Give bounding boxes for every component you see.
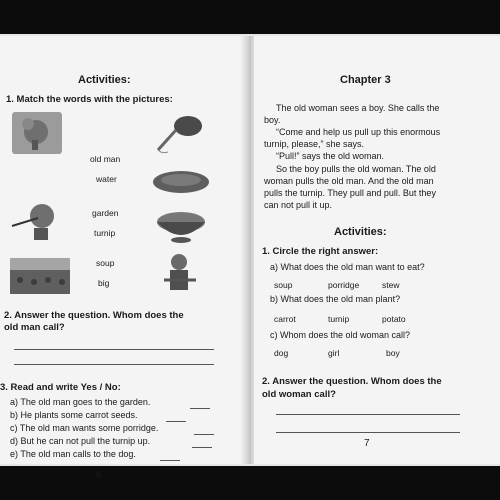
story-line-4: turnip, please,” she says. — [264, 139, 365, 149]
option-girl[interactable]: girl — [328, 348, 340, 358]
statement-a: a) The old man goes to the garden. — [10, 397, 151, 407]
answer-blank-d[interactable] — [192, 447, 212, 448]
word-big: big — [98, 278, 110, 288]
word-water: water — [96, 174, 117, 184]
question-c: c) Whom does the old woman call? — [270, 330, 411, 340]
word-old-man: old man — [90, 154, 121, 164]
elephant-watering-picture — [12, 112, 62, 154]
option-boy[interactable]: boy — [386, 348, 400, 358]
question-b: b) What does the old man plant? — [270, 294, 401, 304]
story-line-6: So the boy pulls the old woman. The old — [276, 164, 436, 174]
option-stew[interactable]: stew — [382, 280, 400, 290]
story-line-1: The old woman sees a boy. She calls the — [276, 103, 440, 113]
question-a: a) What does the old man want to eat? — [270, 262, 425, 272]
word-garden: garden — [92, 208, 119, 218]
story-line-5: “Pull!” says the old woman. — [276, 151, 385, 161]
story-line-3: “Come and help us pull up this enormous — [276, 127, 441, 137]
word-soup: soup — [96, 258, 115, 268]
right-page — [254, 36, 500, 464]
option-porridge[interactable]: porridge — [328, 280, 360, 290]
old-man-picture — [156, 250, 202, 296]
answer-blank-c[interactable] — [194, 434, 214, 435]
answer-blank-b[interactable] — [166, 421, 186, 422]
soup-bowl-picture — [150, 202, 212, 246]
right-answer-question-line1: 2. Answer the question. Whom does the — [262, 376, 442, 387]
option-potato[interactable]: potato — [382, 314, 406, 324]
left-answer-line-2[interactable] — [14, 364, 214, 365]
right-answer-line-1[interactable] — [276, 414, 460, 415]
left-answer-question-line2: old man call? — [4, 322, 65, 333]
left-answer-question-line1: 2. Answer the question. Whom does the — [4, 310, 184, 321]
story-line-2: boy. — [264, 115, 281, 125]
story-line-7: woman pulls the old man. And the old man — [264, 176, 434, 186]
right-answer-question-line2: old woman call? — [262, 389, 336, 400]
circle-question: 1. Circle the right answer: — [262, 246, 379, 257]
answer-blank-a[interactable] — [190, 408, 210, 409]
answer-blank-e[interactable] — [160, 460, 180, 461]
statement-e: e) The old man calls to the dog. — [10, 449, 136, 459]
chapter-title: Chapter 3 — [340, 74, 391, 86]
left-answer-line-1[interactable] — [14, 349, 214, 350]
statement-c: c) The old man wants some porridge. — [10, 423, 159, 433]
yes-no-question: 3. Read and write Yes / No: — [0, 382, 121, 393]
watering-can-picture — [150, 110, 212, 158]
right-answer-line-2[interactable] — [276, 432, 460, 433]
story-line-9: can not pull it up. — [264, 200, 333, 210]
left-page — [0, 36, 246, 481]
field-picture — [10, 258, 70, 294]
story-line-8: pulls the turnip. They pull and pull. But they — [264, 188, 436, 198]
option-carrot[interactable]: carrot — [274, 314, 296, 324]
bread-picture — [150, 168, 212, 196]
elephant-garden-picture — [8, 196, 68, 244]
option-turnip[interactable]: turnip — [328, 314, 350, 324]
left-page-number: 6 — [96, 470, 102, 481]
option-soup[interactable]: soup — [274, 280, 293, 290]
option-dog[interactable]: dog — [274, 348, 289, 358]
right-page-number: 7 — [364, 438, 370, 449]
right-activities-title: Activities: — [334, 226, 387, 238]
match-question: 1. Match the words with the pictures: — [6, 94, 173, 105]
statement-d: d) But he can not pull the turnip up. — [10, 436, 151, 446]
left-activities-title: Activities: — [78, 74, 131, 86]
statement-b: b) He plants some carrot seeds. — [10, 410, 138, 420]
word-turnip: turnip — [94, 228, 116, 238]
